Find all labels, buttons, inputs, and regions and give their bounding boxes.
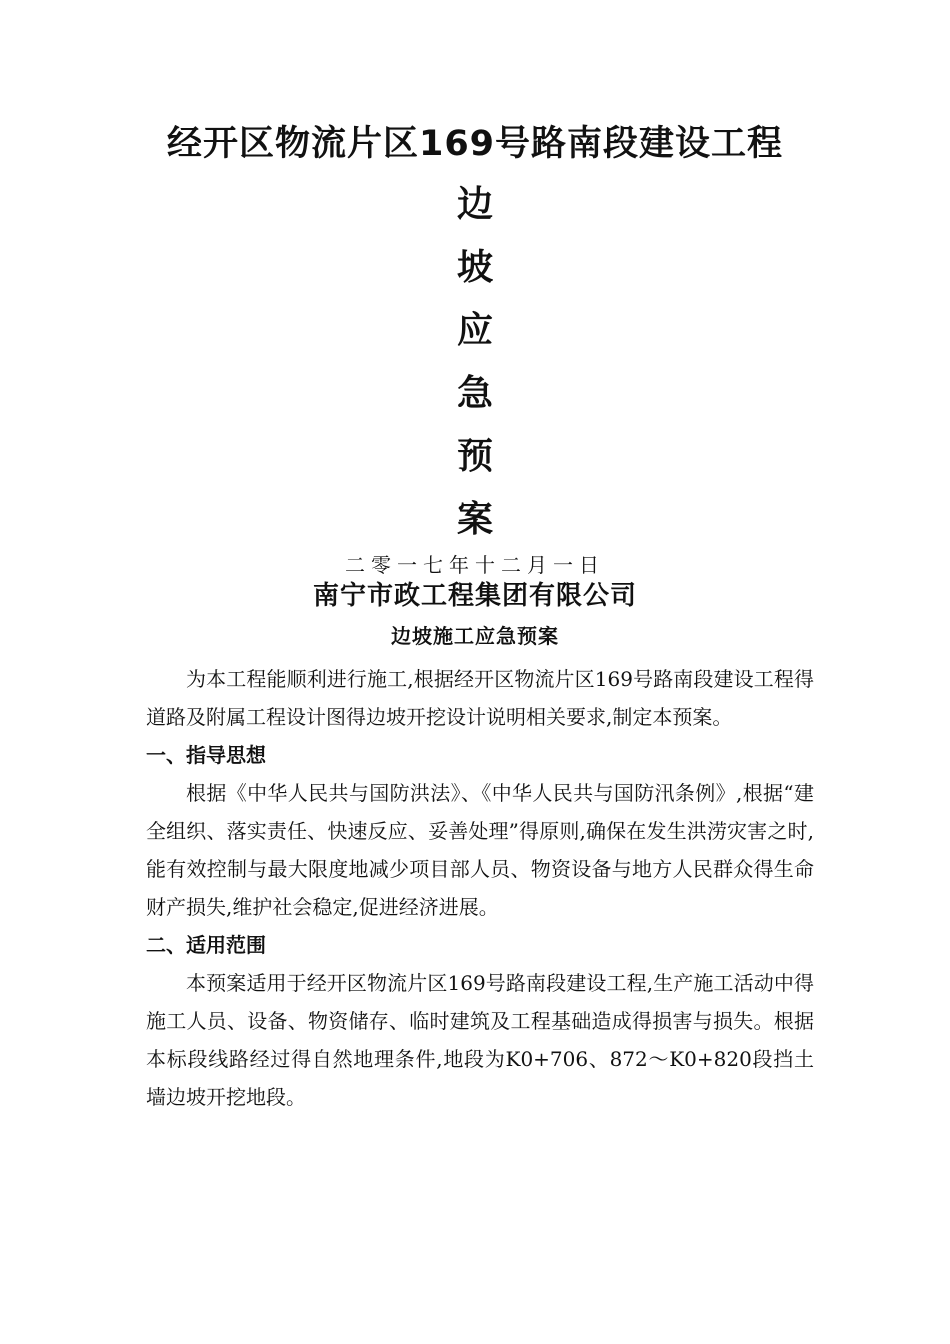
section-heading: 二、适用范围: [146, 933, 266, 957]
section-paragraph: 本预案适用于经开区物流片区169号路南段建设工程,生产施工活动中得施工人员、设备、物资储存、临时建筑及工程基础造成得损害与损失。根据本标段线路经过得自然地理条件,地段为K0+706、872～K0+820段挡土墙边坡开挖地段。: [146, 971, 814, 1109]
document-title: 边坡施工应急预案: [391, 624, 559, 648]
intro-paragraph: 为本工程能顺利进行施工,根据经开区物流片区169号路南段建设工程得道路及附属工程设计图得边坡开挖设计说明相关要求,制定本预案。: [146, 667, 814, 729]
vertical-title-char: 急: [456, 373, 493, 414]
document-body: [146, 660, 814, 1116]
section-paragraph: 根据《中华人民共与国防洪法》、《中华人民共与国防汛条例》,根据“建全组织、落实责任、快速反应、妥善处理”得原则,确保在发生洪涝灾害之时,能有效控制与最大限度地减少项目部人员、物资设备与地方人民群众得生命财产损失,维护社会稳定,促进经济进展。: [146, 781, 814, 919]
vertical-title-char: 预: [456, 436, 493, 477]
section-heading: 一、指导思想: [146, 743, 266, 767]
vertical-title-char: 边: [456, 184, 493, 225]
vertical-title-char: 案: [456, 499, 493, 540]
document-date: 二零一七年十二月一日: [345, 553, 605, 577]
company-name: 南宁市政工程集团有限公司: [312, 581, 637, 611]
vertical-title-char: 坡: [456, 247, 493, 288]
main-title: 经开区物流片区169号路南段建设工程: [166, 124, 784, 164]
vertical-title-char: 应: [456, 310, 493, 351]
